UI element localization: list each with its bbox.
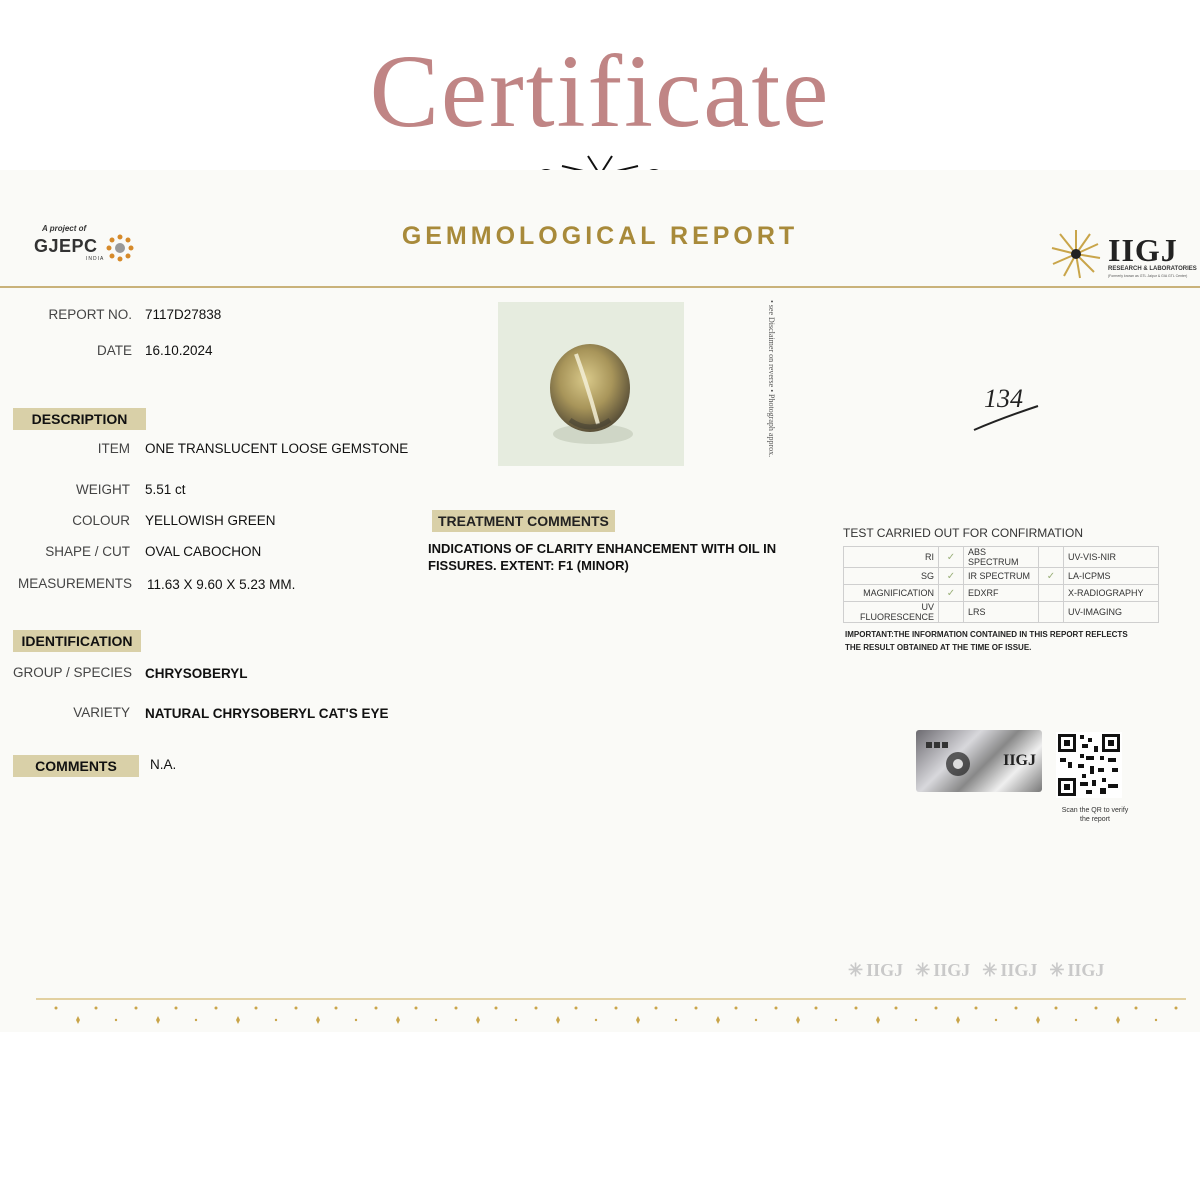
item-label: ITEM <box>97 441 130 456</box>
test-cell: RI <box>844 547 939 568</box>
sunburst-icon <box>1050 228 1102 280</box>
gemstone-photo <box>498 302 684 466</box>
watermark-logo <box>982 954 1037 986</box>
measurements-value: 11.63 X 9.60 X 5.23 MM. <box>147 577 296 592</box>
test-cell: IR SPECTRUM <box>964 568 1039 585</box>
header-divider <box>0 286 1200 288</box>
watermark-text: IIGJ <box>1067 959 1105 980</box>
photo-disclaimer <box>764 300 776 470</box>
shape-value: OVAL CABOCHON <box>145 544 262 559</box>
table-row <box>844 585 1159 602</box>
photo-disclaimer-text: • see Disclaimer on reverse • Photograph approx. <box>767 300 776 458</box>
test-cell: LA-ICPMS <box>1064 568 1159 585</box>
weight-value: 5.51 ct <box>145 482 186 497</box>
qr-caption: Scan the QR to verify the report <box>1061 807 1129 823</box>
gjepc-country: INDIA <box>86 256 105 262</box>
test-cell: ABS SPECTRUM <box>964 547 1039 568</box>
iigj-logo <box>1050 222 1197 286</box>
important-label: IMPORTANT: <box>845 630 894 639</box>
comments-value: N.A. <box>150 757 177 772</box>
variety-label: VARIETY <box>73 705 130 720</box>
test-cell: UV-VIS-NIR <box>1064 547 1159 568</box>
variety-value: NATURAL CHRYSOBERYL CAT'S EYE <box>145 706 389 721</box>
report-title: GEMMOLOGICAL REPORT <box>401 222 799 250</box>
test-cell: MAGNIFICATION <box>844 585 939 602</box>
sparkle-border-icon <box>36 996 1186 1026</box>
check-icon: ✓ <box>939 547 964 568</box>
gjepc-name: GJEPC <box>34 236 98 256</box>
qr-code-icon[interactable] <box>1056 732 1122 798</box>
sunburst-icon: ✳ <box>915 959 931 980</box>
test-cell: EDXRF <box>964 585 1039 602</box>
important-note <box>845 628 1145 654</box>
check-icon: ✓ <box>1039 568 1064 585</box>
table-row <box>844 547 1159 568</box>
watermark-text: IIGJ <box>933 959 971 980</box>
sunburst-icon: ✳ <box>848 959 864 980</box>
important-text: THE INFORMATION CONTAINED IN THIS REPORT REFLECTS THE RESULT OBTAINED AT THE TIME OF ISSUE. <box>845 630 1128 652</box>
security-hologram <box>916 730 1042 792</box>
test-cell: UV-IMAGING <box>1064 602 1159 623</box>
tests-title: TEST CARRIED OUT FOR CONFIRMATION <box>843 526 1084 540</box>
iigj-subtitle-note: (Formerly known as GTL Jaipur & GIA GTL Center) <box>1108 274 1188 278</box>
test-cell: X-RADIOGRAPHY <box>1064 585 1159 602</box>
colour-label: COLOUR <box>72 513 130 528</box>
watermark-logo <box>915 954 970 986</box>
report-no-label: REPORT NO. <box>48 307 132 322</box>
watermark-logo <box>848 954 903 986</box>
description-heading: DESCRIPTION <box>13 408 146 430</box>
date-value: 16.10.2024 <box>145 343 213 358</box>
colour-value: YELLOWISH GREEN <box>145 513 276 528</box>
weight-label: WEIGHT <box>76 482 130 497</box>
sunburst-icon: ✳ <box>1049 959 1065 980</box>
watermark-text: IIGJ <box>866 959 904 980</box>
identification-heading: IDENTIFICATION <box>13 630 141 652</box>
check-icon <box>939 602 964 623</box>
check-icon: ✓ <box>939 585 964 602</box>
group-value: CHRYSOBERYL <box>145 666 248 681</box>
hologram-pattern-icon <box>924 740 984 780</box>
check-icon <box>1039 602 1064 623</box>
sunburst-icon: ✳ <box>982 959 998 980</box>
check-icon: ✓ <box>939 568 964 585</box>
cats-eye-gem-icon <box>498 302 684 466</box>
tests-table <box>843 546 1159 623</box>
treatment-text: INDICATIONS OF CLARITY ENHANCEMENT WITH OIL IN FISSURES. EXTENT: F1 (MINOR) <box>428 541 777 573</box>
group-label: GROUP / SPECIES <box>12 665 132 680</box>
watermark-logo <box>1049 954 1104 986</box>
shape-label: SHAPE / CUT <box>45 544 130 559</box>
table-row <box>844 568 1159 585</box>
certificate-heading: Certificate <box>369 34 831 149</box>
iigj-wordmark: IIGJ <box>1108 232 1178 268</box>
handwritten-underline-icon <box>972 404 1042 434</box>
hologram-text: IIGJ <box>1003 752 1036 769</box>
comments-heading: COMMENTS <box>13 755 139 777</box>
check-icon <box>1039 547 1064 568</box>
handwritten-number: 134 <box>984 384 1023 413</box>
report-no-value: 7117D27838 <box>145 307 222 322</box>
treatment-heading: TREATMENT COMMENTS <box>432 510 615 532</box>
test-cell: LRS <box>964 602 1039 623</box>
gjepc-tagline: A project of <box>42 224 87 233</box>
test-cell: UV FLUORESCENCE <box>844 602 939 623</box>
iigj-subtitle: RESEARCH & LABORATORIES <box>1108 266 1197 272</box>
watermark-text: IIGJ <box>1000 959 1038 980</box>
test-cell: SG <box>844 568 939 585</box>
measurements-label: MEASUREMENTS <box>17 576 132 591</box>
check-icon <box>1039 585 1064 602</box>
table-row <box>844 602 1159 623</box>
item-value: ONE TRANSLUCENT LOOSE GEMSTONE <box>145 441 409 456</box>
date-label: DATE <box>96 343 132 358</box>
watermark-row <box>848 954 1188 986</box>
